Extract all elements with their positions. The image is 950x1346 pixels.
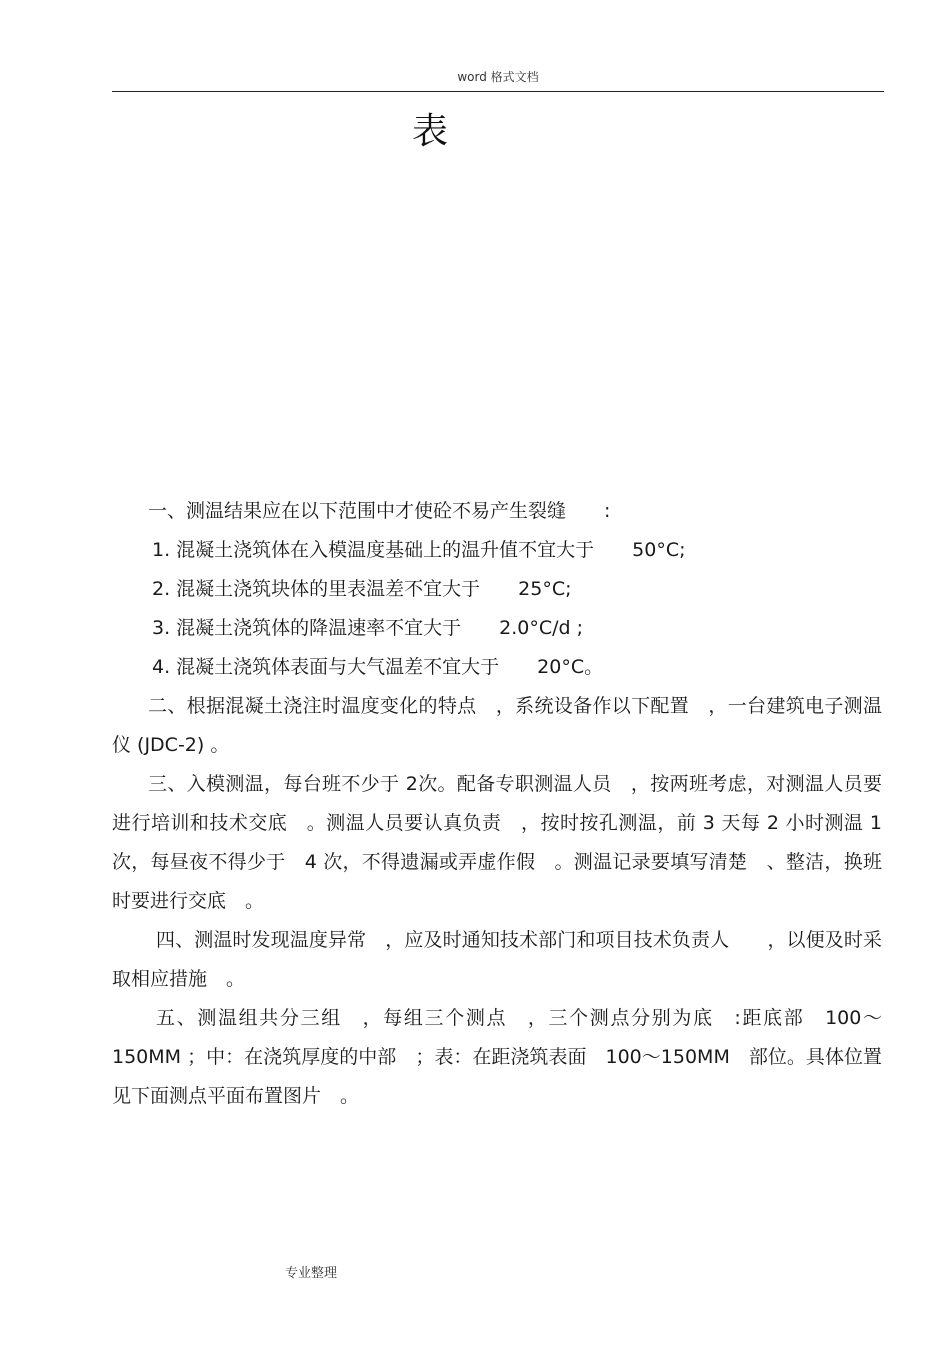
section-2-paragraph: 二、根据混凝土浇注时温度变化的特点 ，系统设备作以下配置 ，一台建筑电子测温仪 (JDC-2) 。 xyxy=(112,695,882,756)
section-1-heading: 一、测温结果应在以下范围中才使砼不易产生裂缝 : xyxy=(148,500,611,522)
document-body xyxy=(112,492,882,1116)
section-1-item: 3. 混凝土浇筑体的降温速率不宜大于 2.0°C/d ; xyxy=(152,617,584,639)
header-rule xyxy=(112,91,884,92)
section-1-item: 4. 混凝土浇筑体表面与大气温差不宜大于 20°C。 xyxy=(152,656,604,678)
section-1-item: 1. 混凝土浇筑体在入模温度基础上的温升值不宜大于 50°C; xyxy=(152,539,686,561)
section-5-paragraph: 五、测温组共分三组 ，每组三个测点 ，三个测点分别为底 :距底部 100～150MM ；中：在浇筑厚度的中部 ；表：在距浇筑表面 100～150MM 部位。具体位置见下面测点平面布置图片 。 xyxy=(112,1007,882,1107)
page-header: word 格式文档 xyxy=(457,70,539,84)
section-4-paragraph: 四、测温时发现温度异常 ，应及时通知技术部门和项目技术负责人 ，以便及时采取相应措施 。 xyxy=(112,929,882,990)
top-fragment-char: 表 xyxy=(412,111,449,152)
page-footer: 专业整理 xyxy=(285,1266,338,1281)
section-3-paragraph: 三、入模测温，每台班不少于 2次。配备专职测温人员 ，按两班考虑，对测温人员要进行培训和技术交底 。测温人员要认真负责 ，按时按孔测温，前 3 天每 2 小时测温 1 次，每昼夜不得少于 4 次，不得遗漏或弄虚作假 。测温记录要填写清楚 、整洁，换班时要进行交底 。 xyxy=(112,773,882,912)
section-1-item: 2. 混凝土浇筑块体的里表温差不宜大于 25°C; xyxy=(152,578,572,600)
